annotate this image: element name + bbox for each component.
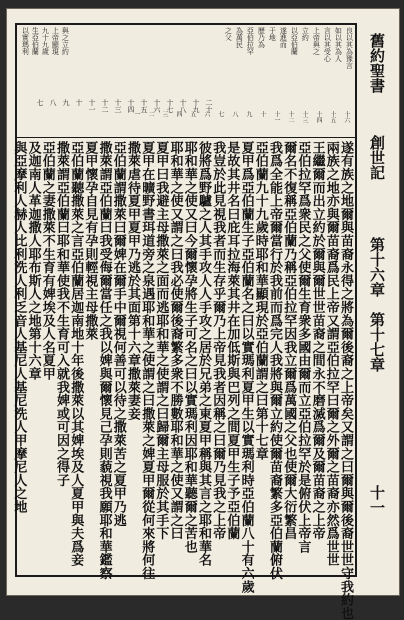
text-column: 是故其井名曰庇耳拉海萊其井在加低斯與巴列之間夏甲生子予亞伯蘭 (224, 141, 240, 540)
text-column: 夏甲曰我避主母撒萊之面而逃耶和華之使謂之曰歸爾主母服於其手下 (153, 141, 169, 540)
text-column: 彼將爲野驢之人其手攻人人手攻之居於兄弟之東夏甲稱與其言之耶和華名 (196, 141, 211, 567)
verse-number-top: 七 (36, 99, 44, 106)
text-frame (11, 23, 357, 620)
verse-number-top: 二十 (205, 99, 213, 113)
verse-number-bottom: 十 (259, 111, 266, 117)
header-note: 上帝與之 (312, 27, 321, 55)
verse-number-top: 十一 (88, 99, 96, 113)
text-column: 撒萊謂亞伯蘭曰耶和華使我不生育可入就我婢或可因之得子 (54, 141, 69, 487)
scanned-page (6, 8, 400, 620)
verse-number-bottom: 四 (175, 111, 182, 117)
text-column: 夏甲懷孕自見有孕則輕視主母撒萊 (82, 141, 98, 341)
verse-number-bottom: 二 (147, 111, 154, 117)
text-column: 亞伯蘭九十九歲時耶和華顯現於亞伯蘭謂之曰第十七章 (252, 141, 268, 461)
verse-number-bottom: 十一 (273, 111, 280, 123)
text-column: 亞伯拉罕爲衆民之父使爾生育衆多國由爾而立亞伯拉罕於是俯伏上帝言 (295, 141, 311, 554)
verse-number-bottom: 五 (189, 111, 196, 117)
verse-number-bottom: 九 (245, 111, 252, 117)
verse-number-bottom: 六 (203, 111, 210, 117)
lower-note: 以實瑪利 (21, 27, 30, 55)
verse-number-top: 八 (49, 99, 57, 106)
verse-number-bottom: 十四 (315, 111, 322, 123)
lower-note: 與之立約 (61, 27, 70, 55)
text-column: 王繼爾而出立約於爾與爾世世苗裔之間永不磨滅爲爾及爾苗裔之上帝 (309, 141, 325, 540)
page-number: 十一 (368, 485, 386, 515)
header-note: 遂進而 (279, 27, 288, 48)
text-column: 爾名不復稱亞伯蘭乃稱亞伯拉罕因我立爾爲萬國之父也使爾大衍繁昌 (281, 141, 297, 540)
text-column: 亞伯蘭謂撒萊曰爾婢在爾手中爾視何善可以待之撒萊苦之夏甲乃逃 (110, 141, 126, 527)
text-column: 及迦南人革迦撒人耶布斯人之地第十六章 (25, 141, 41, 381)
verse-number-top: 十七 (166, 99, 174, 113)
verse-number-top: 十二 (101, 99, 109, 113)
lower-note: 九十九歲 (41, 27, 50, 55)
verse-number-top: 十六 (153, 99, 161, 113)
verse-number-bottom: 八 (231, 111, 238, 117)
text-column: 遂有族之地爾與苗裔永得之將為爾後裔之上帝矣又謂之曰爾與爾後裔世世守我約也 (338, 141, 353, 620)
verse-number-bottom: 十六 (343, 111, 350, 123)
header-note: 言以其受心 (323, 27, 332, 62)
text-column: 兩族之地亦與爾苗裔爲民上帝又謂亞伯拉罕曰爾之外爾之苗裔亦然爲世世 (323, 141, 339, 567)
header-note: 如以其為人 (334, 27, 343, 62)
book-name: 創世記 (368, 135, 386, 180)
text-column: 與亞摩利人赫人比利洗人利乏音人基尼人基尼洗人甲摩尼人之地 (11, 141, 27, 514)
verse-number-bottom: 十三 (301, 111, 308, 123)
verse-number-top: 十九 (192, 99, 200, 113)
header-note: 于地 (268, 27, 277, 41)
verse-number-bottom: 十五 (329, 111, 336, 123)
header-note: 立約 (301, 27, 310, 41)
main-text-area (11, 137, 355, 620)
text-column: 夏甲在曠野書珥道旁之泉遇耶和華之使謂之曰撒萊之婢夏甲爾從何來將何往 (139, 141, 155, 580)
verse-number-top: 十三 (114, 99, 122, 113)
chapter-heading: 第十六章 第十七章 (368, 237, 386, 372)
verse-number-top: 十四 (127, 99, 135, 113)
text-column: 耶和華之使又曰今爾懷孕將生子可名之曰以實瑪利因耶和華聽爾之苦也 (181, 141, 197, 554)
verse-number-bottom: 一 (133, 111, 140, 117)
text-column: 亞伯蘭之妻撒萊不生育有婢埃及人名夏甲 (39, 141, 55, 381)
header-notes-strip (17, 25, 355, 138)
text-column: 我豈於此見視我者而生存乎爾乃上帝見我者因稱之曰爾乃見我之上帝 (210, 141, 226, 540)
text-column: 夏甲爲亞伯蘭生子亞伯蘭名之曰以實瑪利夏甲生以實瑪利時亞伯蘭八十有六歲 (238, 141, 254, 594)
verse-number-top: 十五 (140, 99, 148, 113)
text-column: 耶和華之使又謂之曰我必使爾後裔繁多衆不勝數耶和華之使又謂之曰 (167, 141, 183, 540)
text-column: 我爲全能上帝爾當行於我前而爲完人我將與爾立約使爾苗裔繁多亞伯蘭俯伏 (267, 141, 282, 580)
verse-number-top: 十八 (179, 99, 187, 113)
text-column: 撒萊虐待夏甲夏甲乃逃於其面第十六章撒萊妻妾 (125, 141, 140, 421)
verse-number-bottom: 三 (161, 111, 168, 117)
text-column: 亞伯蘭聽撒萊之言亞伯蘭居迦南地十年後撒萊以其婢埃及人夏甲與夫爲妾 (68, 141, 84, 567)
verse-number-bottom: 十二 (287, 111, 294, 123)
text-column: 撒萊謂亞伯蘭曰我受侮爾當任之我以婢與爾懷見己孕則藐視我願耶和華鑑察 (96, 141, 112, 580)
header-note: 之父 (224, 27, 233, 41)
header-note: 歷乃為 (257, 27, 266, 48)
verse-number-bottom: 七 (217, 111, 224, 117)
header-note: 以亞伯蘭 (290, 27, 299, 55)
verse-number-top: 九 (62, 99, 70, 106)
lower-note: 生亞伯蘭 (31, 27, 40, 55)
book-title: 舊約聖書 (368, 33, 386, 93)
lower-note: 上帝顯現 (51, 27, 60, 55)
verse-number-top: 十 (75, 99, 83, 106)
header-note: 為萬民 (235, 27, 244, 48)
header-note: 良以其為豫言 (345, 27, 354, 69)
header-note: 亞伯拉罕 (246, 27, 255, 55)
right-margin (359, 23, 397, 577)
